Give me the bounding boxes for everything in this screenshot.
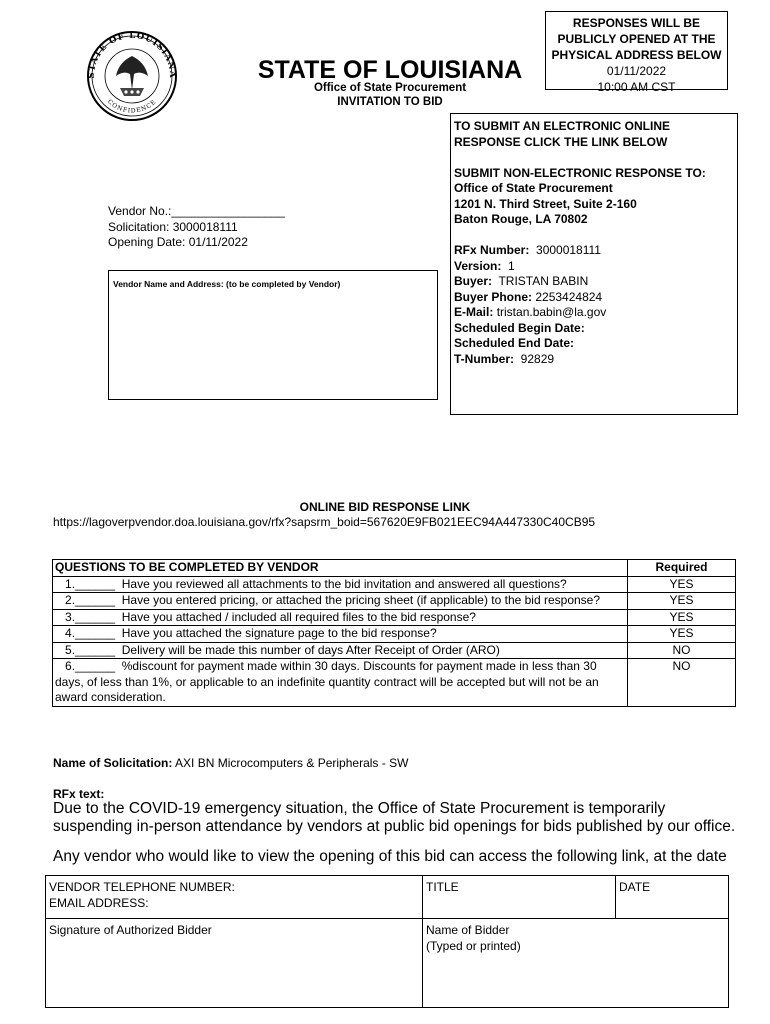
end-date-label: Scheduled End Date: — [454, 336, 575, 350]
page-subtitle — [270, 82, 510, 109]
question-text[interactable]: 1.______ Have you reviewed all attachments to the bid invitation and answered all questions? — [53, 576, 628, 593]
question-text[interactable]: 5.______ Delivery will be made this number of days After Receipt of Order (ARO) — [53, 642, 628, 659]
signature-row-contact — [46, 876, 729, 919]
public-opening-box — [545, 11, 728, 94]
questions-header-row — [53, 560, 736, 577]
bidder-name-cell[interactable] — [423, 919, 729, 1008]
buyer-phone-value: 2253424824 — [535, 289, 603, 304]
begin-date-label: Scheduled Begin Date: — [454, 320, 585, 335]
online-bid-link[interactable]: https://lagoverpvendor.doa.louisiana.gov/rfx?sapsrm_boid=567620E9FB021EEC94A447330C40CB95 — [53, 515, 596, 529]
vendor-name-address-label: Vendor Name and Address: (to be completed by Vendor) — [113, 279, 341, 289]
question-text[interactable]: 3.______ Have you attached / included all required files to the bid response? — [53, 609, 628, 626]
address-line2: 1201 N. Third Street, Suite 2-160 — [454, 196, 637, 211]
electronic-line1: TO SUBMIT AN ELECTRONIC ONLINE — [454, 119, 670, 133]
signature-table — [45, 875, 729, 1008]
vendor-name-address-box[interactable] — [108, 270, 438, 400]
question-required: YES — [628, 609, 736, 626]
signature-cell[interactable] — [46, 919, 423, 1008]
state-seal-logo — [82, 30, 182, 122]
version-label: Version: — [454, 258, 502, 273]
solicitation-name — [53, 756, 408, 770]
rfx-number-value: 3000018111 — [536, 243, 601, 257]
email-label: E-Mail: — [454, 305, 494, 319]
required-header: Required — [628, 560, 736, 577]
buyer-value: TRISTAN BABIN — [498, 274, 589, 288]
question-row — [53, 593, 736, 610]
question-required: YES — [628, 576, 736, 593]
buyer-phone-label: Buyer Phone: — [454, 289, 533, 304]
electronic-line2: RESPONSE CLICK THE LINK BELOW — [454, 134, 668, 149]
signature-label: Signature of Authorized Bidder — [49, 923, 212, 937]
public-opening-line3: PHYSICAL ADDRESS BELOW — [551, 48, 722, 62]
vendor-phone-label: VENDOR TELEPHONE NUMBER: — [49, 880, 235, 894]
date-cell[interactable] — [616, 876, 729, 919]
rfx-text-paragraph1: Due to the COVID-19 emergency situation, the Office of State Procurement is temporarily suspending in-person attendance by vendors at public bid openings for bids published by our office. — [53, 800, 736, 835]
public-opening-time: 10:00 AM CST — [597, 80, 676, 94]
question-required: YES — [628, 626, 736, 643]
address-line1: Office of State Procurement — [454, 181, 613, 195]
vendor-contact-cell[interactable] — [46, 876, 423, 919]
email-value[interactable]: tristan.babin@la.gov — [496, 305, 607, 319]
title-cell[interactable] — [423, 876, 616, 919]
address-line3: Baton Rouge, LA 70802 — [454, 212, 588, 226]
tnumber-value: 92829 — [520, 351, 555, 366]
office-name: Office of State Procurement — [313, 82, 467, 94]
rfx-text-paragraph2: Any vendor who would like to view the opening of this bid can access the following link, at the date — [53, 848, 727, 865]
buyer-phone-row — [454, 290, 737, 306]
opening-date: Opening Date: 01/11/2022 — [108, 235, 248, 249]
submission-info-box — [450, 113, 738, 415]
vendor-info — [108, 204, 285, 251]
question-text[interactable]: 4.______ Have you attached the signature page to the bid response? — [53, 626, 628, 643]
buyer-row — [454, 274, 737, 290]
page-title: STATE OF LOUISIANA — [257, 56, 523, 84]
public-opening-line2: PUBLICLY OPENED AT THE — [557, 32, 716, 46]
question-row — [53, 576, 736, 593]
svg-text:STATE OF LOUISIANA: STATE OF LOUISIANA — [86, 30, 178, 79]
svg-text:CONFIDENCE: CONFIDENCE — [105, 98, 159, 115]
question-row — [53, 626, 736, 643]
question-row — [53, 659, 736, 707]
question-text[interactable]: 2.______ Have you entered pricing, or attached the pricing sheet (if applicable) to the bid response? — [53, 593, 628, 610]
public-opening-date: 01/11/2022 — [606, 64, 667, 78]
rfx-text-label: RFx text: — [53, 787, 105, 801]
questions-header: QUESTIONS TO BE COMPLETED BY VENDOR — [53, 560, 628, 577]
date-label: DATE — [619, 880, 651, 894]
vendor-email-label: EMAIL ADDRESS: — [49, 895, 149, 910]
nonelectronic-heading: SUBMIT NON-ELECTRONIC RESPONSE TO: — [454, 165, 706, 180]
solicitation-name-label: Name of Solicitation: — [53, 756, 173, 770]
vendor-number[interactable]: Vendor No.:_________________ — [108, 204, 285, 218]
question-required: NO — [628, 659, 736, 707]
signature-row-bidder — [46, 919, 729, 1008]
question-row — [53, 609, 736, 626]
version-value: 1 — [508, 258, 515, 273]
tnumber-row — [454, 352, 737, 368]
solicitation-name-value: AXI BN Microcomputers & Peripherals - SW — [175, 756, 409, 770]
question-required: YES — [628, 593, 736, 610]
document-type: INVITATION TO BID — [337, 95, 443, 108]
question-required: NO — [628, 642, 736, 659]
rfx-number-row — [454, 243, 737, 259]
question-text[interactable]: 6.______ %discount for payment made within 30 days. Discounts for payment made in less than 30 days, of less than 1%, or applicable to an indefinite quantity contract will be accepted but will not be an award consideration. — [53, 659, 628, 707]
bidder-name-label: Name of Bidder — [426, 923, 510, 937]
public-opening-line1: RESPONSES WILL BE — [572, 16, 701, 30]
title-label: TITLE — [426, 880, 459, 894]
tnumber-label: T-Number: — [454, 351, 514, 366]
version-row — [454, 259, 737, 275]
bidder-name-note: (Typed or printed) — [426, 938, 521, 953]
question-row — [53, 642, 736, 659]
email-row — [454, 305, 737, 321]
buyer-label: Buyer: — [454, 274, 493, 288]
solicitation-number: Solicitation: 3000018111 — [108, 219, 238, 234]
online-link-heading: ONLINE BID RESPONSE LINK — [299, 500, 471, 514]
rfx-number-label: RFx Number: — [454, 243, 530, 257]
questions-table — [52, 559, 736, 707]
